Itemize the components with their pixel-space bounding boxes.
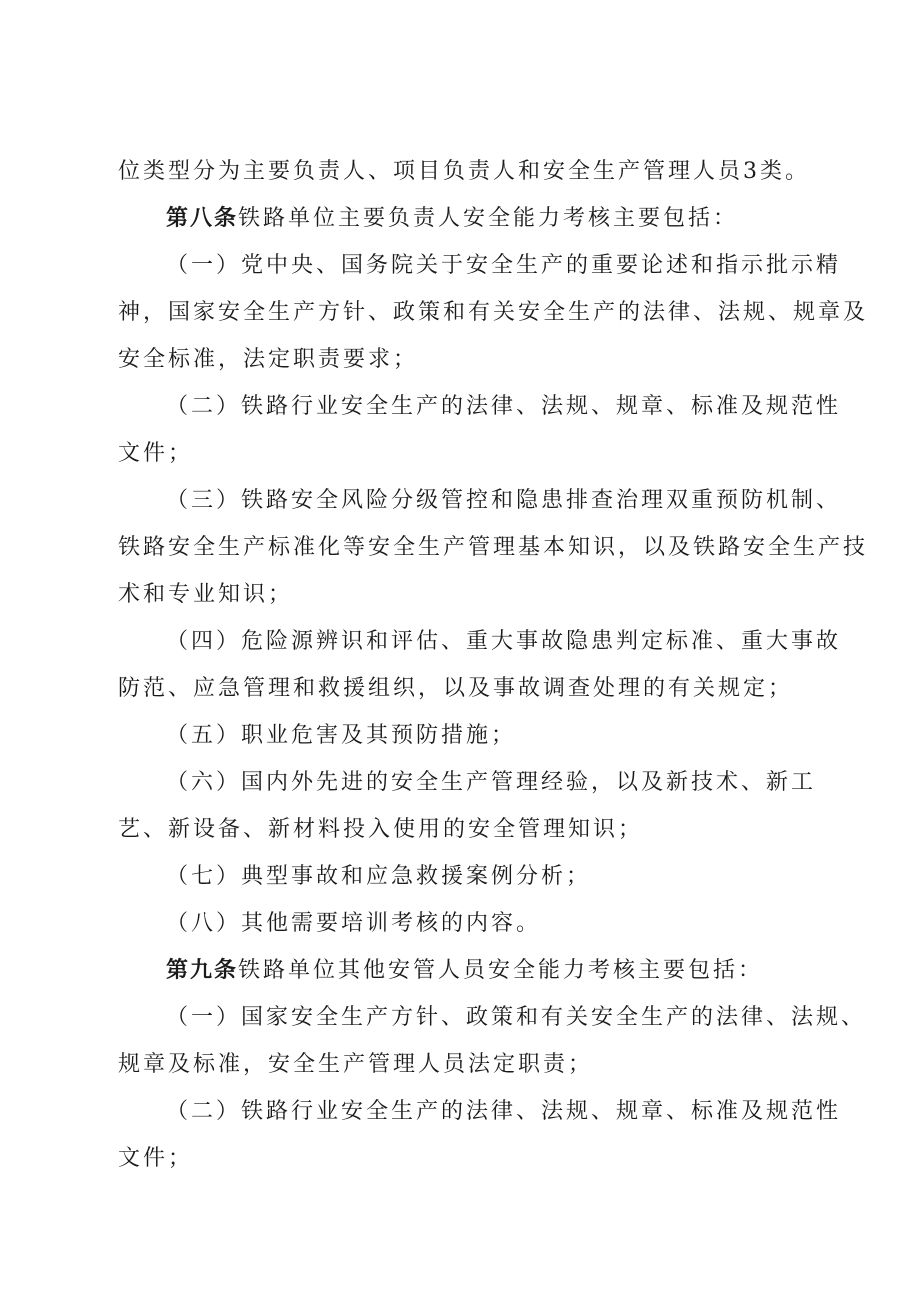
line-text: 艺、新设备、新材料投入使用的安全管理知识； [118,817,644,842]
line-text: 规章及标准，安全生产管理人员法定职责； [118,1052,594,1077]
line-text: 铁路单位主要负责人安全能力考核主要包括： [238,206,739,231]
list-item-line [166,481,841,521]
line-text: 铁路单位其他安管人员安全能力考核主要包括： [238,958,764,983]
list-item-line [166,998,866,1038]
line-text: 文件； [118,1146,194,1171]
line-text: 铁路安全生产标准化等安全生产管理基本知识，以及铁路安全生产技 [118,535,869,560]
line-text: 防范、应急管理和救援组织，以及事故调查处理的有关规定； [118,676,794,701]
line-text: （六）国内外先进的安全生产管理经验，以及新技术、新工 [166,770,817,795]
line-text: （二）铁路行业安全生产的法律、法规、规章、标准及规范性 [166,1099,842,1124]
line-text: （七）典型事故和应急救援案例分析； [166,864,592,889]
article-number: 第九条 [166,958,239,983]
line-text: （二）铁路行业安全生产的法律、法规、规章、标准及规范性 [166,394,842,419]
list-item-line [118,340,418,380]
line-text: （三）铁路安全风险分级管控和隐患排查治理双重预防机制、 [166,488,842,513]
line-text: （五）职业危害及其预防措施； [166,723,517,748]
line-text: （一）党中央、国务院关于安全生产的重要论述和指示批示精 [166,253,842,278]
line-text: （四）危险源辨识和评估、重大事故隐患判定标准、重大事故 [166,629,842,654]
list-item-line [118,293,868,333]
list-item-line [118,528,868,568]
list-item-line [166,622,841,662]
list-item-line [166,716,516,756]
article-8-heading [166,199,738,239]
list-item-line [118,1045,593,1085]
list-item-line [118,810,643,850]
paragraph-continuation-line [118,152,810,192]
article-number: 第八条 [166,206,239,231]
line-text: 文件； [118,441,194,466]
list-item-line [118,575,293,615]
line-text: 位类型分为主要负责人、项目负责人和安全生产管理人员3类。 [118,159,810,184]
line-text: 术和专业知识； [118,582,294,607]
list-item-line [166,857,591,897]
list-item-line [118,1139,193,1179]
list-item-line [166,387,841,427]
list-item-line [118,669,793,709]
list-item-line [166,246,841,286]
line-text: 安全标准，法定职责要求； [118,347,419,372]
line-text: （一）国家安全生产方针、政策和有关安全生产的法律、法规、 [166,1005,867,1030]
line-text: （八）其他需要培训考核的内容。 [166,911,542,936]
line-text: 神，国家安全生产方针、政策和有关安全生产的法律、法规、规章及 [118,300,869,325]
list-item-line [118,434,193,474]
list-item-line [166,1092,841,1132]
list-item-line [166,904,541,944]
article-9-heading [166,951,763,991]
list-item-line [166,763,816,803]
